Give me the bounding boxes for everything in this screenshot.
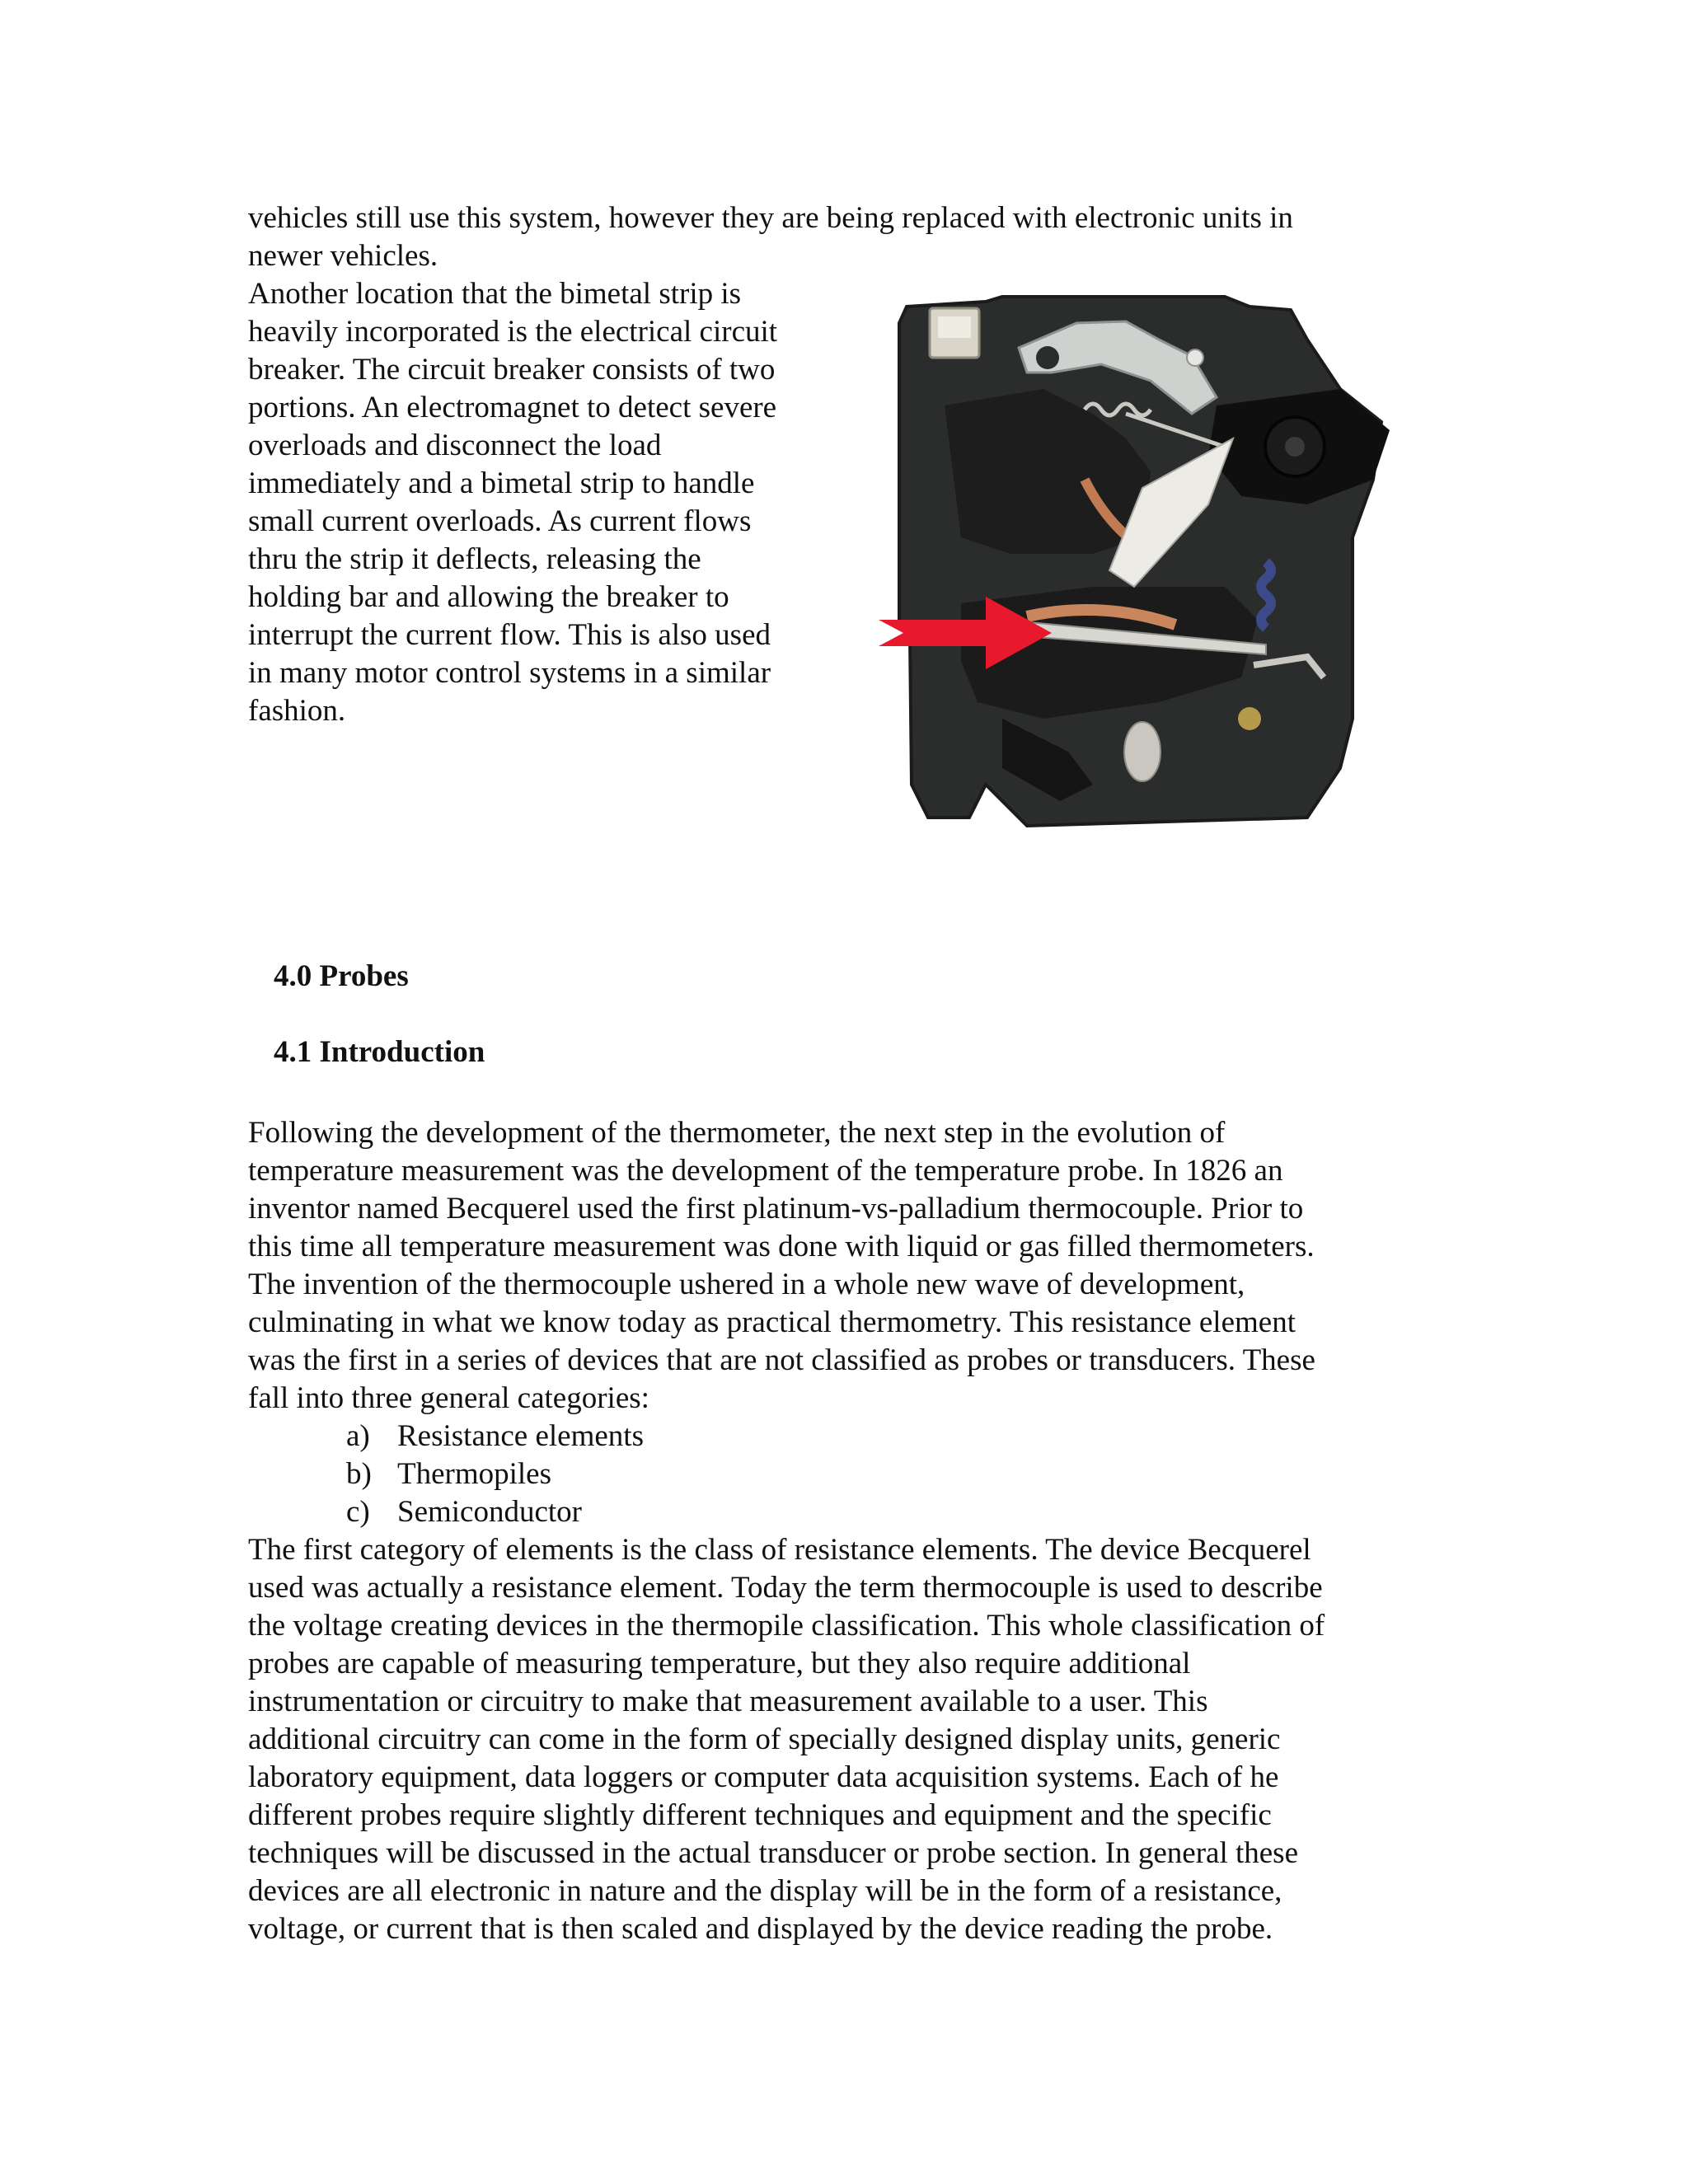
body-line: culminating in what we know today as practical thermometry. This resistance element	[248, 1305, 1296, 1339]
circuit-breaker-photo	[879, 290, 1452, 839]
list-marker: b)	[346, 1457, 372, 1491]
body-line: techniques will be discussed in the actual transducer or probe section. In general these	[248, 1836, 1299, 1870]
body-line: inventor named Becquerel used the first platinum-vs-palladium thermocouple. Prior to	[248, 1192, 1304, 1226]
list-item-text: Semiconductor	[397, 1495, 583, 1529]
body-line: The first category of elements is the class of resistance elements. The device Becquerel	[248, 1533, 1311, 1567]
list-item-text: Thermopiles	[397, 1457, 552, 1491]
intro-wrapped-line: holding bar and allowing the breaker to	[248, 580, 729, 614]
intro-wrapped-line: immediately and a bimetal strip to handle	[248, 466, 755, 500]
body-line: was the first in a series of devices that are not classified as probes or transducers. These	[248, 1343, 1315, 1377]
section-heading: 4.0 Probes	[274, 959, 409, 993]
intro-line: vehicles still use this system, however they are being replaced with electronic units in	[248, 201, 1293, 235]
list-marker: a)	[346, 1419, 370, 1453]
intro-wrapped-line: portions. An electromagnet to detect severe	[248, 391, 777, 424]
intro-wrapped-line: small current overloads. As current flows	[248, 504, 752, 538]
body-line: probes are capable of measuring temperature, but they also require additional	[248, 1647, 1191, 1680]
body-line: the voltage creating devices in the thermopile classification. This whole classification of	[248, 1609, 1325, 1643]
body-line: additional circuitry can come in the form of specially designed display units, generic	[248, 1722, 1281, 1756]
body-line: laboratory equipment, data loggers or computer data acquisition systems. Each of he	[248, 1760, 1279, 1794]
intro-wrapped-line: fashion.	[248, 694, 346, 728]
body-line: temperature measurement was the development of the temperature probe. In 1826 an	[248, 1154, 1283, 1188]
intro-wrapped-line: interrupt the current flow. This is also used	[248, 618, 771, 652]
terminal-screw	[1238, 707, 1261, 730]
body-line: different probes require slightly different techniques and equipment and the specific	[248, 1798, 1272, 1832]
intro-wrapped-line: thru the strip it deflects, releasing the	[248, 542, 701, 576]
body-line: instrumentation or circuitry to make that measurement available to a user. This	[248, 1685, 1208, 1718]
body-line: Following the development of the thermometer, the next step in the evolution of	[248, 1116, 1226, 1150]
intro-line: newer vehicles.	[248, 239, 438, 273]
list-item-text: Resistance elements	[397, 1419, 644, 1453]
toggle-pivot	[1285, 437, 1305, 457]
list-marker: c)	[346, 1495, 370, 1529]
body-line: The invention of the thermocouple ushered in a whole new wave of development,	[248, 1268, 1245, 1301]
terminal-block	[938, 316, 971, 338]
body-line: devices are all electronic in nature and the display will be in the form of a resistance,	[248, 1874, 1282, 1908]
rivet	[1036, 346, 1059, 369]
intro-wrapped-line: heavily incorporated is the electrical circuit	[248, 315, 778, 349]
subsection-heading: 4.1 Introduction	[274, 1035, 485, 1069]
contact-pin	[1124, 722, 1160, 781]
rivet	[1187, 349, 1203, 366]
body-line: this time all temperature measurement was done with liquid or gas filled thermometers.	[248, 1230, 1315, 1263]
intro-wrapped-line: in many motor control systems in a similar	[248, 656, 771, 690]
body-line: used was actually a resistance element. Today the term thermocouple is used to describe	[248, 1571, 1323, 1605]
body-line: fall into three general categories:	[248, 1381, 649, 1415]
intro-wrapped-line: breaker. The circuit breaker consists of two	[248, 353, 776, 387]
intro-wrapped-line: overloads and disconnect the load	[248, 429, 662, 462]
body-line: voltage, or current that is then scaled and displayed by the device reading the probe.	[248, 1912, 1273, 1946]
intro-wrapped-line: Another location that the bimetal strip is	[248, 277, 742, 311]
